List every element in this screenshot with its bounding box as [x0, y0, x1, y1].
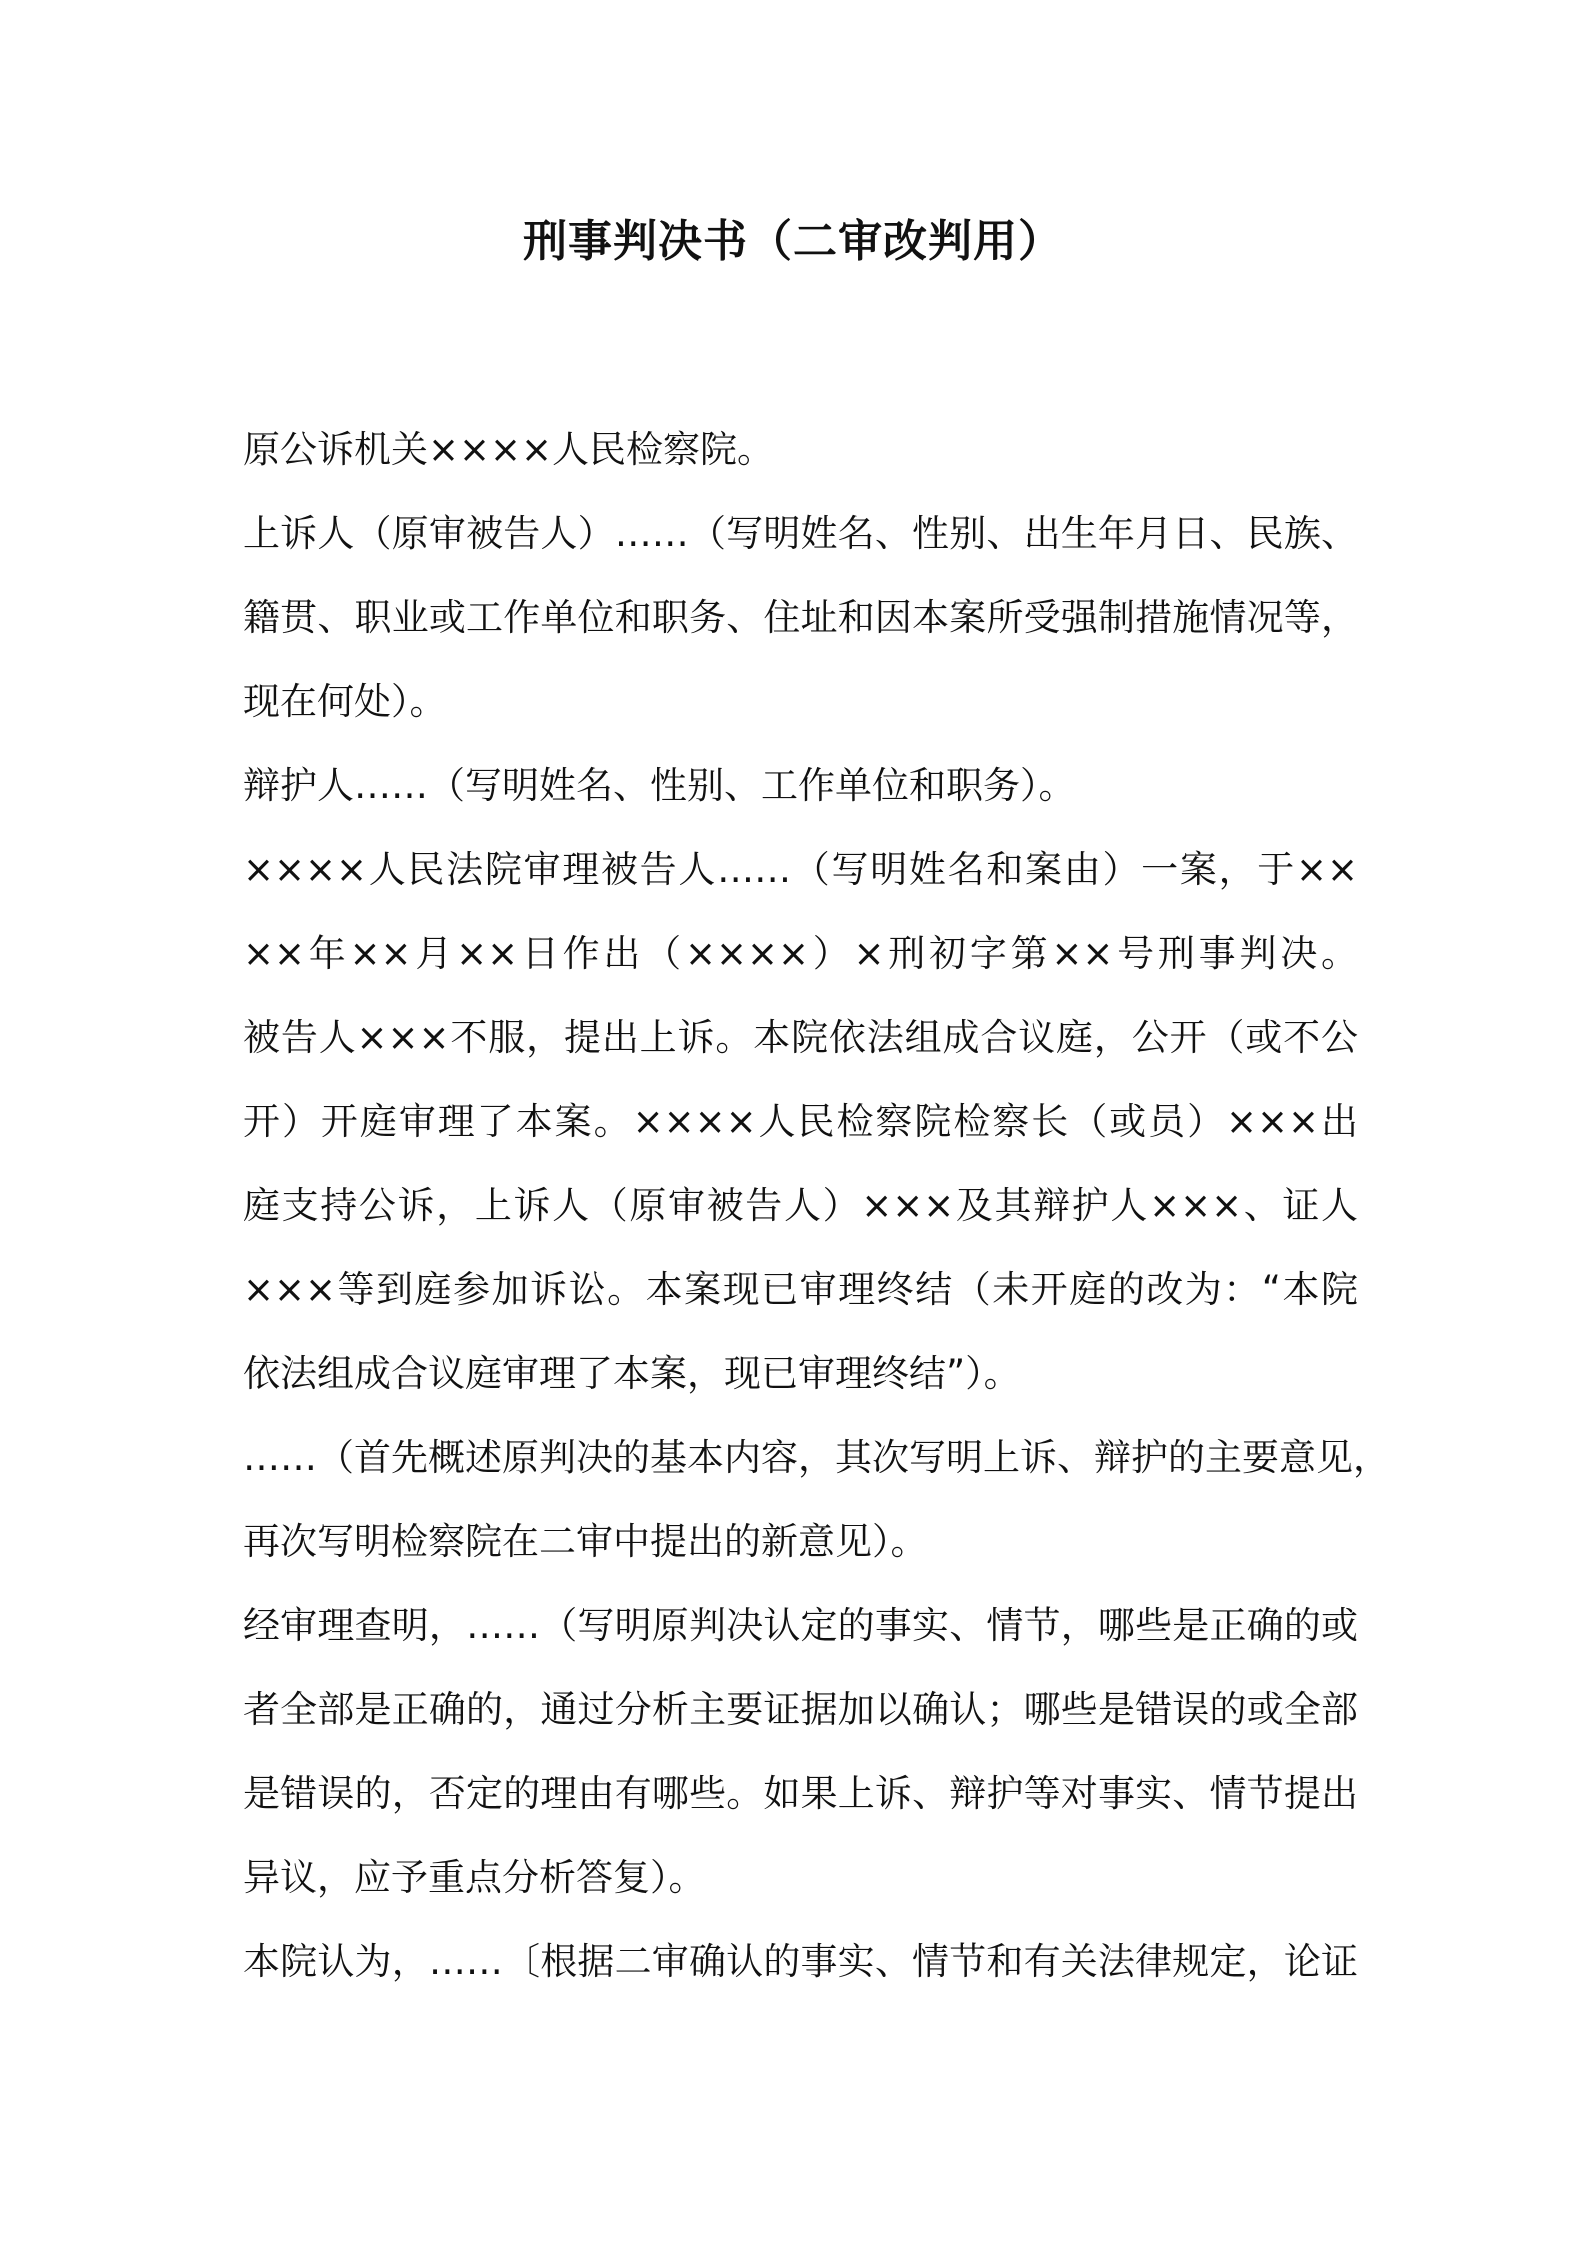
- paragraph-appellant-line: 现在何处）。: [243, 680, 447, 723]
- paragraph-original-prosecutor: 原公诉机关××××人民检察院。: [243, 428, 775, 471]
- paragraph-first-instance-line: 开）开庭审理了本案。××××人民检察院检察长（或员）×××出: [243, 1100, 1358, 1143]
- paragraph-findings-line: 异议，应予重点分析答复）。: [243, 1856, 706, 1899]
- paragraph-first-instance-line: ×××等到庭参加诉讼。本案现已审理终结（未开庭的改为：“本院: [243, 1268, 1358, 1311]
- paragraph-summary-line: 再次写明检察院在二审中提出的新意见）。: [243, 1520, 928, 1563]
- paragraph-first-instance-line: ××××人民法院审理被告人……（写明姓名和案由）一案，于××: [243, 848, 1358, 891]
- paragraph-first-instance-line: ××年××月××日作出（××××）×刑初字第××号刑事判决。: [243, 932, 1358, 975]
- paragraph-appellant-line: 籍贯、职业或工作单位和职务、住址和因本案所受强制措施情况等，: [243, 596, 1358, 639]
- paragraph-first-instance-line: 依法组成合议庭审理了本案，现已审理终结”）。: [243, 1352, 1021, 1395]
- paragraph-defender: 辩护人……（写明姓名、性别、工作单位和职务）。: [243, 764, 1076, 807]
- paragraph-findings-line: 经审理查明，……（写明原判决认定的事实、情节，哪些是正确的或: [243, 1604, 1358, 1647]
- paragraph-findings-line: 是错误的，否定的理由有哪些。如果上诉、辩护等对事实、情节提出: [243, 1772, 1358, 1815]
- paragraph-first-instance-line: 庭支持公诉，上诉人（原审被告人）×××及其辩护人×××、证人: [243, 1184, 1358, 1227]
- document-body: [243, 408, 1390, 2004]
- paragraph-summary-line: ……（首先概述原判决的基本内容，其次写明上诉、辩护的主要意见，: [243, 1436, 1390, 1479]
- document-title: 刑事判决书（二审改判用）: [523, 216, 1063, 267]
- paragraph-findings-line: 者全部是正确的，通过分析主要证据加以确认；哪些是错误的或全部: [243, 1688, 1358, 1731]
- paragraph-court-opinion-line: 本院认为，……〔根据二审确认的事实、情节和有关法律规定，论证: [243, 1940, 1358, 1983]
- paragraph-first-instance-line: 被告人×××不服，提出上诉。本院依法组成合议庭，公开（或不公: [243, 1016, 1358, 1059]
- paragraph-appellant-line: 上诉人（原审被告人）……（写明姓名、性别、出生年月日、民族、: [243, 512, 1358, 555]
